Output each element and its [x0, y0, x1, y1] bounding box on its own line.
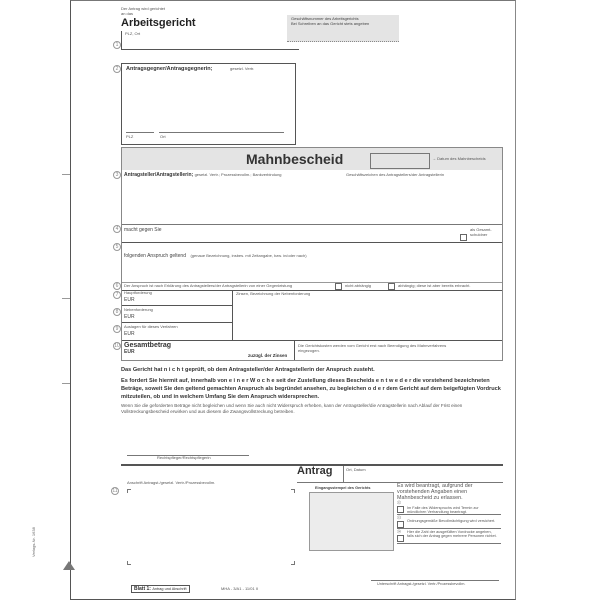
not-dependent-label: nicht abhängig: [345, 283, 372, 288]
option-1-marker: ㉜: [397, 500, 401, 505]
option-1-label: Im Falle des Widerspruchs wird Termin zur mündlichen Verhandlung beantragt.: [407, 506, 479, 515]
antrag-divider: [343, 466, 344, 483]
court-costs-note: Die Gerichtskosten werden vom Gericht erst nach Beendigung des Mahnverfahrens eingezogen.: [298, 343, 447, 353]
marker-11: 11: [112, 488, 118, 494]
request-text: Es wird beantragt, aufgrund der vorstehenden Angaben einen Mahnbescheid zu erlassen.: [397, 483, 473, 501]
total-divider: [294, 341, 295, 360]
expenses-label: Auslagen für dieses Verfahren: [124, 324, 178, 329]
form-code: MHA - 3/A1 - 11/01 II: [221, 586, 259, 591]
applicant-field[interactable]: [122, 180, 502, 224]
applicant-label: Antragsteller/Antragstellerin;: [124, 172, 194, 178]
court-address-left-border: [121, 31, 122, 50]
option-3-label: Hier die Zahl der ausgefüllten Vordrucke angeben, falls sich der Antrag gegen mehrere Personen richtet.: [407, 530, 497, 539]
total-currency: EUR: [124, 349, 135, 355]
applicant-label-row: [124, 172, 282, 178]
court-title: Arbeitsgericht: [121, 17, 196, 29]
fold-mark-3: [62, 383, 70, 384]
case-number-label: Geschäftsnummer des Arbeitsgerichts: [291, 16, 359, 21]
form-count-field[interactable]: [397, 535, 404, 542]
marker-6: 6: [113, 282, 121, 290]
plz-ort-label: PLZ, Ort: [125, 31, 141, 36]
notice-line2: Es fordert Sie hiermit auf, innerhalb von e i n e r W o c h e seit der Zustellung dieses Bescheids e n t w e d e r die vorstehend bezeichneten Beträge, soweit Sie den geltend gemachten Anspruch als begründet ansehen, zu begleichen o d e r dem Gericht auf dem beigefügten Vordruck mitzuteilen, ob und in welchem Umfang Sie dem Anspruch widersprechen.: [121, 377, 501, 400]
plus-interest-label: zuzügl. der Zinsen: [248, 353, 288, 358]
mahnbescheid-title: Mahnbescheid: [246, 151, 344, 167]
date-field[interactable]: [370, 153, 430, 169]
fold-mark-2: [62, 298, 70, 299]
option-1-line: [397, 514, 501, 515]
secondary-claim-field[interactable]: [122, 307, 232, 323]
marker-9: 9: [113, 325, 121, 333]
sheet-label: Blatt 1:: [134, 586, 151, 592]
addressed-to-line1: Der Antrag wird gerichtet: [121, 6, 166, 11]
applicant-sublabel: gesetzl. Vertr.; Prozessbevollm.; Bankverbindung: [194, 172, 282, 177]
marker-1: 1: [113, 41, 121, 49]
marker-7: 7: [113, 291, 121, 299]
option-3-line: [397, 543, 501, 544]
opponent-title: Antragsgegner/Antragsgegnerin;: [126, 66, 213, 72]
address-field[interactable]: [131, 493, 291, 561]
marker-8: 8: [113, 308, 121, 316]
opponent-box[interactable]: [121, 63, 296, 145]
authorization-checkbox[interactable]: [397, 521, 404, 528]
joint-debtor-checkbox[interactable]: [460, 234, 467, 241]
form-page: [31, 0, 516, 600]
case-number-box[interactable]: [287, 15, 399, 42]
expenses-field[interactable]: [122, 324, 232, 340]
address-corner-tr: [291, 489, 295, 493]
addressed-to-line2: an das: [121, 11, 134, 16]
counter-performance-text: Der Anspruch ist nach Erklärung des Antragstellers/der Antragstellerin von einer Gegenleistung: [124, 283, 293, 288]
marker-4: 4: [113, 225, 121, 233]
notice-block: [121, 367, 503, 415]
opponent-plz-line: [126, 132, 154, 133]
sheet-sub: Antrag und Abschrift: [152, 587, 187, 591]
dependent-label: abhängig; diese ist aber bereits erbracht.: [398, 283, 471, 288]
marker-2: 2: [113, 65, 121, 73]
clerk-label: Rechtspfleger/Rechtspflegerin: [157, 455, 211, 460]
marker-10: 10: [114, 343, 120, 349]
address-corner-br: [291, 561, 295, 565]
option-2-marker: ㉝: [397, 515, 401, 520]
marker-3: 3: [113, 171, 121, 179]
total-label: Gesamtbetrag: [124, 342, 172, 349]
sheet-label-box: [131, 585, 190, 593]
secondary-claim-label: Nebenforderung: [124, 307, 153, 312]
claim-label: folgenden Anspruch geltend: [124, 253, 186, 259]
claim-field[interactable]: [122, 252, 502, 282]
mahnbescheid-title-bar: [122, 148, 502, 170]
option-2-line: [397, 528, 501, 529]
case-number-hint: Bei Schreiben an das Gericht stets angeben: [291, 20, 370, 26]
applicant-bottom-line: [122, 224, 502, 225]
option-2-label: Ordnungsgemäße Bevollmächtigung wird versichert.: [407, 519, 496, 523]
notice-line3: Wenn Sie die geforderten Beträge nicht begleichen und wenn Sie auch nicht Widerspruch erheben, kann der Antragsteller/die Antragstellerin nach Ablauf der Frist einen Vollstreckungsbescheid erwirken und aus diesem die Zwangsvollstreckung betreiben.: [121, 402, 463, 415]
opponent-ort-label: Ort: [160, 134, 166, 139]
opponent-ort-line: [159, 132, 284, 133]
total-field[interactable]: [122, 341, 294, 360]
receipt-stamp-label: Eingangsstempel des Gerichts: [315, 486, 371, 490]
address-label: Anschrift Antragst./gesetzl. Vertr./Prozessbevollm.: [127, 480, 216, 485]
claim-sublabel: (genaue Bezeichnung, insbes. mit Zeitangabe, bzw. in/oder nach): [190, 253, 307, 258]
receipt-stamp-box: [309, 492, 394, 551]
court-address-line[interactable]: [121, 49, 299, 50]
date-label: → Datum des Mahnbescheids: [432, 156, 486, 161]
place-date-label: Ort, Datum: [346, 467, 366, 472]
joint-debtor-label: als Gesamt-schuldner: [470, 227, 492, 237]
marker-5: 5: [113, 243, 121, 251]
oral-hearing-checkbox[interactable]: [397, 506, 404, 513]
mahnbescheid-block: [121, 147, 503, 361]
not-dependent-checkbox[interactable]: [335, 283, 342, 290]
main-claim-label: Hauptforderung: [124, 290, 152, 295]
antrag-title: Antrag: [297, 465, 333, 477]
interest-label: Zinsen, Bezeichnung der Nebenforderung: [236, 291, 311, 296]
publisher-label: Verlags-Nr. 1638: [31, 527, 36, 557]
address-corner-bl: [127, 561, 131, 565]
notice-line1: Das Gericht hat n i c h t geprüft, ob dem Antragsteller/der Antragstellerin der Anspruch zusteht.: [121, 367, 375, 373]
opponent-subtitle: gesetzl. Vertr.: [230, 66, 255, 71]
publisher-logo-icon: [63, 561, 75, 570]
claims-against-label: macht gegen Sie: [124, 227, 162, 233]
secondary-claim-currency: EUR: [124, 313, 135, 320]
applicant-signature-line[interactable]: [371, 580, 499, 581]
arrow-right-icon: →: [432, 156, 436, 161]
option-3-marker: ㉞: [397, 529, 401, 534]
dependent-checkbox[interactable]: [388, 283, 395, 290]
applicant-signature-label: Unterschrift Antragst./gesetzl. Vertr./Prozessbevollm.: [377, 582, 466, 586]
applicant-ref-label: Geschäftszeichen des Antragstellers/der Antragstellerin: [346, 172, 445, 177]
main-claim-field[interactable]: [122, 290, 232, 306]
opponent-plz-label: PLZ: [126, 134, 134, 139]
expenses-currency: EUR: [124, 330, 135, 337]
claims-bottom-line: [122, 242, 502, 243]
fold-mark-1: [62, 174, 70, 175]
main-claim-currency: EUR: [124, 296, 135, 303]
interest-field[interactable]: [233, 298, 502, 340]
